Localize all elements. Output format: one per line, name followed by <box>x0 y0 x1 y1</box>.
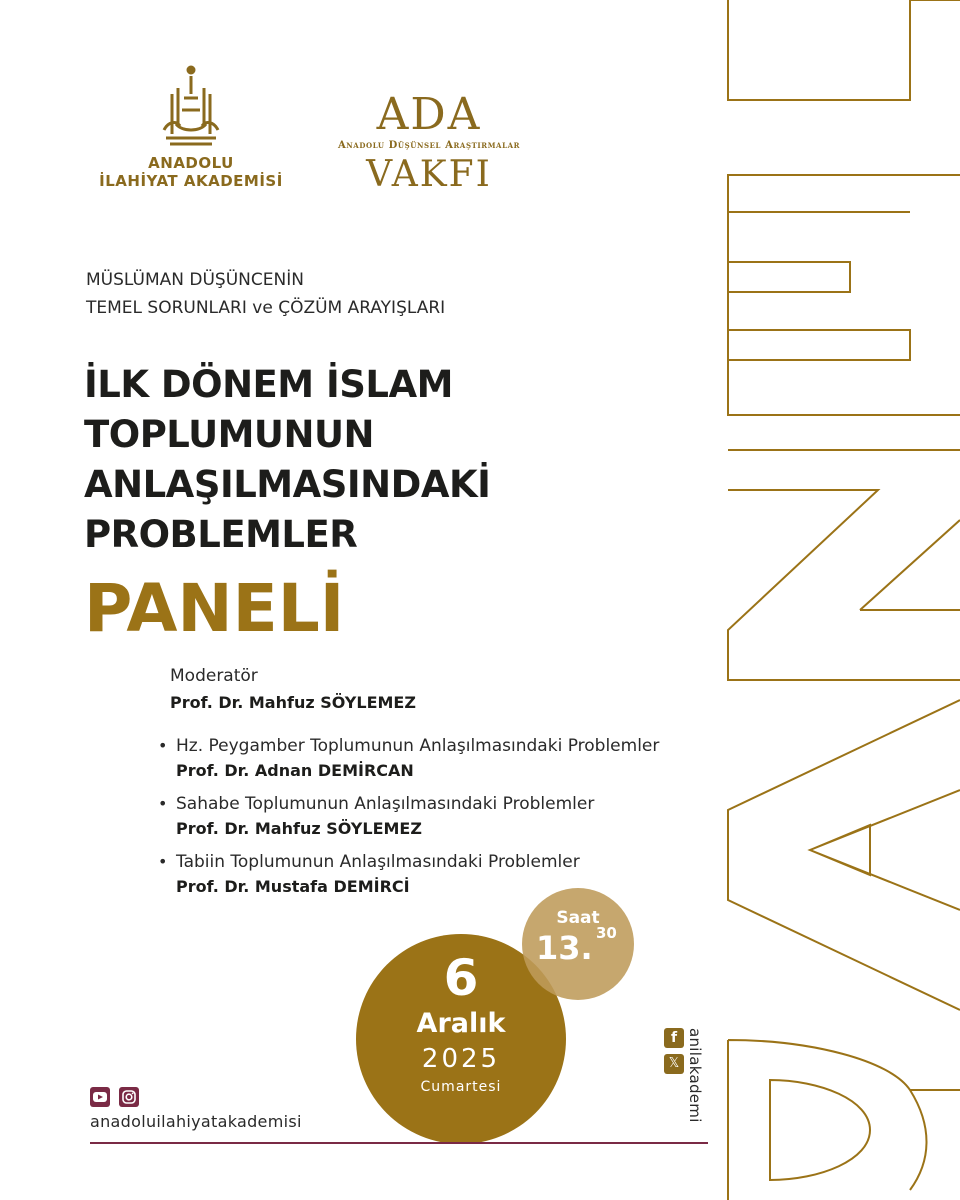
time-label: Saat <box>556 908 600 928</box>
series-line1: MÜSLÜMAN DÜŞÜNCENİN <box>86 270 304 290</box>
date-year: 2025 <box>421 1044 501 1074</box>
event-title <box>84 360 490 560</box>
event-title-accent: PANELİ <box>84 570 345 647</box>
title-line2: TOPLUMUNUN <box>84 413 374 456</box>
ada-logo-top: ADA <box>376 89 482 140</box>
youtube-icon[interactable] <box>90 1087 110 1107</box>
bullet: • <box>158 794 168 813</box>
logo-text-line1: ANADOLU <box>148 154 234 172</box>
date-day: 6 <box>443 949 479 1007</box>
bullet: • <box>158 852 168 871</box>
moderator-block <box>170 664 416 716</box>
anadolu-ilahiyat-akademisi-logo <box>80 64 302 204</box>
social-icons-left <box>90 1086 143 1107</box>
talk-speaker: Prof. Dr. Mahfuz SÖYLEMEZ <box>176 819 422 838</box>
time-hour: 13. <box>536 929 593 967</box>
talk-speaker: Prof. Dr. Mustafa DEMİRCİ <box>176 877 410 896</box>
facebook-glyph: f <box>670 1030 678 1046</box>
panel-outline-decoration <box>700 0 960 1200</box>
date-month: Aralık <box>416 1008 506 1039</box>
social-handle-right[interactable]: anilakademi <box>686 1028 704 1123</box>
x-glyph: 𝕏 <box>668 1056 680 1071</box>
instagram-icon[interactable] <box>119 1087 139 1107</box>
social-icons-right <box>664 1028 684 1080</box>
social-handle-left[interactable]: anadoluilahiyatakademisi <box>90 1112 302 1131</box>
ada-logo-middle: Anadolu Düşünsel Araştırmalar <box>337 140 521 151</box>
date-weekday: Cumartesi <box>420 1079 502 1095</box>
title-line4: PROBLEMLER <box>84 513 358 556</box>
ada-vakfi-logo <box>326 89 532 195</box>
talk-list <box>158 734 778 908</box>
talk-title: Hz. Peygamber Toplumunun Anlaşılmasındaki Problemler <box>176 736 660 756</box>
title-line3: ANLAŞILMASINDAKİ <box>84 463 491 506</box>
logo-text-line2: İLAHİYAT AKADEMİSİ <box>99 172 283 190</box>
bullet: • <box>158 736 168 755</box>
series-line2: TEMEL SORUNLARI ve ÇÖZÜM ARAYIŞLARI <box>86 298 446 318</box>
facebook-icon[interactable] <box>664 1028 684 1048</box>
talk-title: Sahabe Toplumunun Anlaşılmasındaki Problemler <box>176 794 595 814</box>
talk-speaker: Prof. Dr. Adnan DEMİRCAN <box>176 761 414 780</box>
moderator-role: Moderatör <box>170 666 258 686</box>
talk-title: Tabiin Toplumunun Anlaşılmasındaki Problemler <box>176 852 580 872</box>
talk-item <box>158 734 778 784</box>
moderator-name: Prof. Dr. Mahfuz SÖYLEMEZ <box>170 693 416 712</box>
calligraphy-emblem-icon <box>156 64 226 152</box>
series-subtitle <box>86 266 445 322</box>
footer-divider <box>90 1142 708 1144</box>
ada-logo-bottom: VAKFI <box>366 154 492 195</box>
talk-item <box>158 850 778 900</box>
title-line1: İLK DÖNEM İSLAM <box>84 363 453 406</box>
talk-item <box>158 792 778 842</box>
time-minute: 30 <box>596 924 617 942</box>
time-badge <box>522 888 634 1000</box>
x-icon[interactable] <box>664 1054 684 1074</box>
